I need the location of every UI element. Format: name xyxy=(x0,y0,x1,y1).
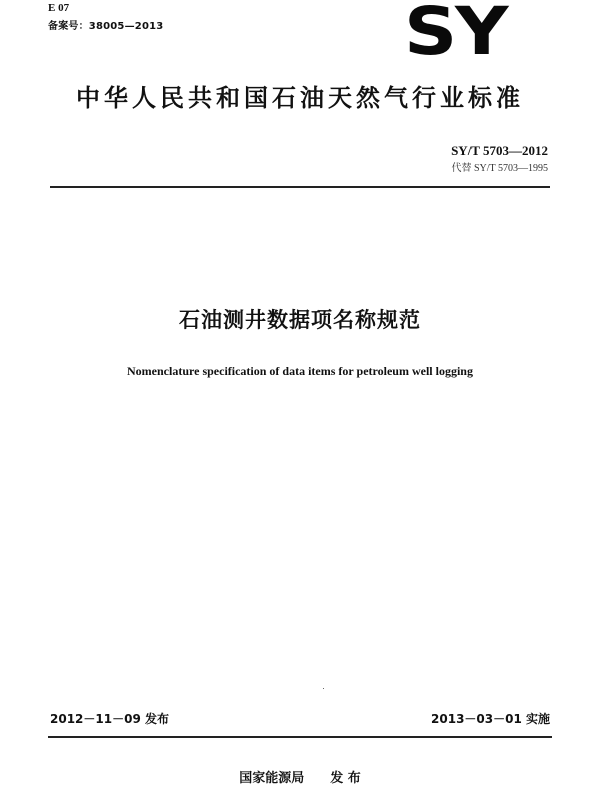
sy-logo: SY xyxy=(404,0,507,70)
bottom-divider xyxy=(48,736,552,738)
implementation-date: 2013－03－01 实施 xyxy=(431,712,550,726)
scan-speck xyxy=(323,688,324,689)
document-title-english: Nomenclature specification of data items for petroleum well logging xyxy=(127,364,473,378)
document-title-chinese: 石油测井数据项名称规范 xyxy=(179,308,421,332)
top-divider xyxy=(50,186,550,188)
ics-code: E 07 xyxy=(48,2,70,14)
issuer-action: 发 布 xyxy=(330,771,361,786)
standard-code: SY/T 5703—2012 xyxy=(451,143,548,158)
replaces-standard: 代替 SY/T 5703—1995 xyxy=(451,163,548,174)
issuing-authority xyxy=(0,770,600,788)
standard-type-heading: 中华人民共和国石油天然气行业标准 xyxy=(76,84,524,112)
filing-number: 备案号：38005—2013 xyxy=(48,21,164,32)
issue-date: 2012－11－09 发布 xyxy=(50,712,169,726)
issuer-name: 国家能源局 xyxy=(239,771,305,786)
